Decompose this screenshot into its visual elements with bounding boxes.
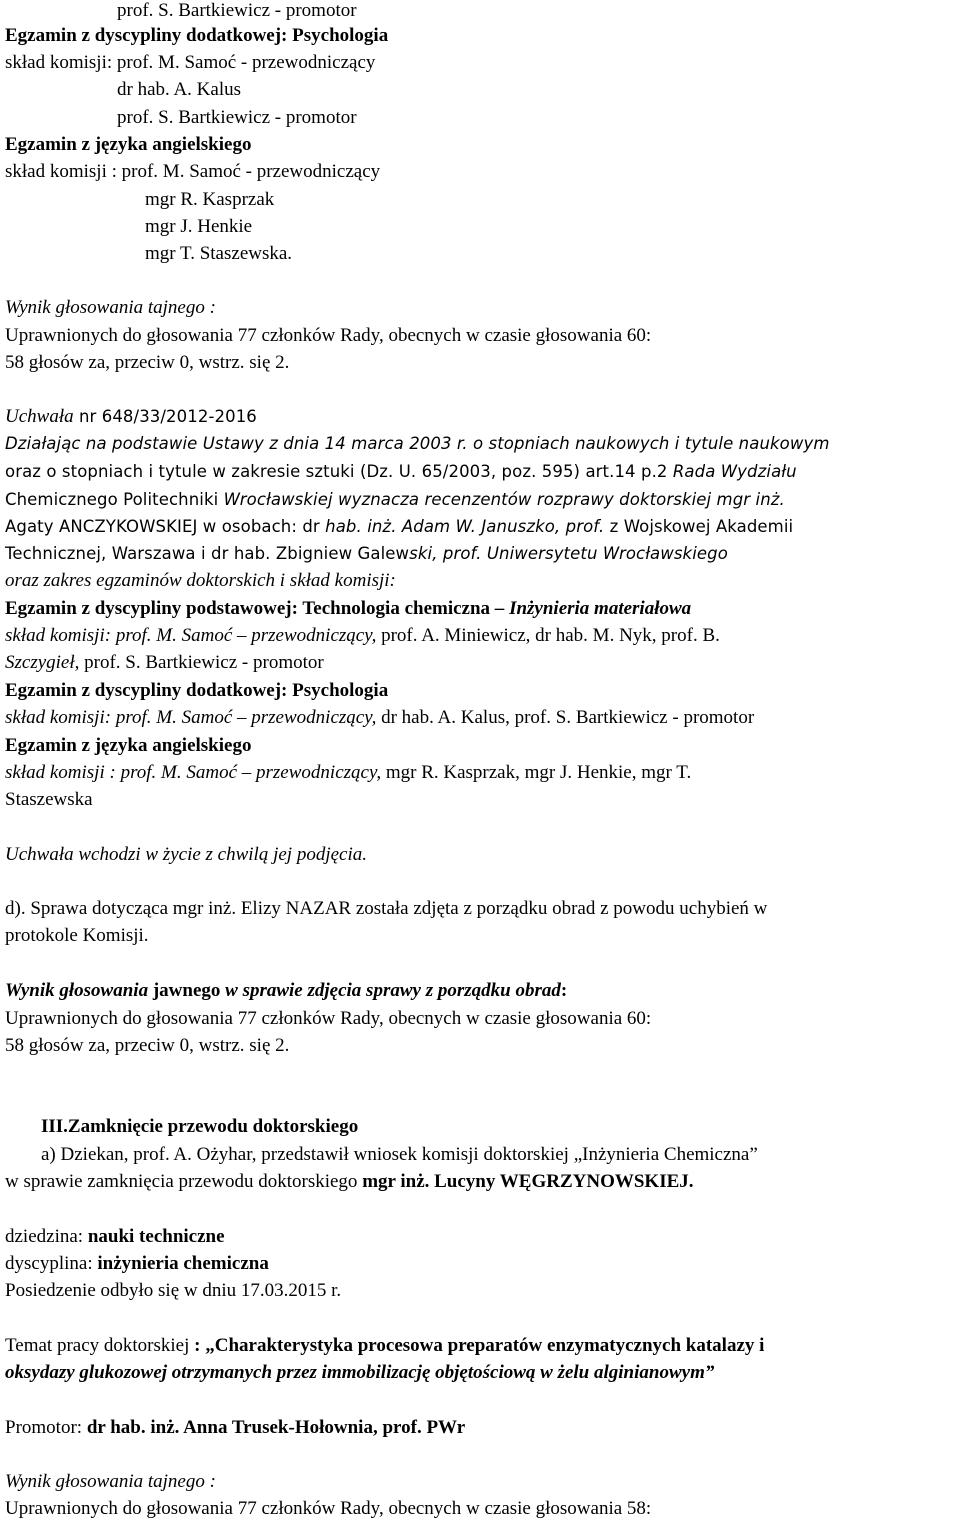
thesis-topic-label: Temat pracy doktorskiej	[5, 1335, 195, 1356]
committee-line: Staszewska	[5, 789, 93, 810]
committee-line: mgr T. Staszewska.	[145, 243, 293, 264]
vote-count-line: 58 głosów za, przeciw 0, wstrz. się 2.	[5, 1035, 290, 1056]
committee-line: prof. S. Bartkiewicz - promotor	[117, 107, 357, 128]
exam-heading: Egzamin z dyscypliny dodatkowej: Psychologia	[5, 680, 389, 701]
resolution-title-word: Uchwała	[5, 406, 74, 427]
exam-heading: Egzamin z języka angielskiego	[5, 735, 252, 756]
resolution-text-line	[5, 461, 797, 483]
resolution-text-line	[5, 516, 793, 538]
discipline-label: dyscyplina:	[5, 1253, 98, 1274]
committee-part: Szczygieł,	[5, 652, 80, 673]
exam-heading: Egzamin z dyscypliny dodatkowej: Psychologia	[5, 25, 389, 46]
resolution-text-line	[5, 489, 785, 511]
field-value: nauki techniczne	[87, 1226, 225, 1247]
vote-result-title: Wynik głosowania tajnego :	[5, 297, 216, 318]
discipline-value: inżynieria chemiczna	[97, 1253, 269, 1274]
resolution-text-part: Agaty ANCZYKOWSKIEJ w osobach: dr	[5, 517, 326, 536]
resolution-text-part: Technicznej, Warszawa i dr hab. Zbigniew Galew	[5, 544, 410, 563]
exam-heading-part: Inżynieria materiałowa	[509, 598, 692, 619]
section-text-line	[5, 1171, 694, 1193]
resolution-text-part: ski, prof. Uniwersytetu Wrocławskiego	[409, 544, 728, 563]
section-text-line: a) Dziekan, prof. A. Ożyhar, przedstawił wniosek komisji doktorskiej „Inżynieria Chemiczna”	[41, 1144, 758, 1165]
vote-title-part: :	[560, 980, 568, 1001]
resolution-text-part: Wrocławskiej wyznacza recenzentów rozprawy doktorskiej mgr inż.	[223, 490, 785, 509]
resolution-text-part: oraz o stopniach i tytule w zakresie sztuki (Dz. U. 65/2003, poz. 595) art.14 p.2	[5, 462, 673, 481]
thesis-topic-line: oksydazy glukozowej otrzymanych przez immobilizację objętościową w żelu alginianowym”	[5, 1362, 715, 1383]
section-d-line: d). Sprawa dotycząca mgr inż. Elizy NAZAR została zdjęta z porządku obrad z powodu uchybień w	[5, 898, 768, 919]
resolution-text-part: z Wojskowej Akademii	[604, 517, 794, 536]
committee-part: skład komisji: prof. M. Samoć – przewodniczący,	[5, 707, 377, 728]
field-line	[5, 1226, 225, 1248]
committee-part: dr hab. A. Kalus, prof. S. Bartkiewicz - promotor	[376, 707, 755, 728]
vote-eligible-line: Uprawnionych do głosowania 77 członków Rady, obecnych w czasie głosowania 60:	[5, 1008, 652, 1029]
committee-line: mgr R. Kasprzak	[145, 189, 275, 210]
resolution-effective: Uchwała wchodzi w życie z chwilą jej podjęcia.	[5, 844, 368, 865]
committee-line	[5, 707, 754, 729]
resolution-text-line: oraz zakres egzaminów doktorskich i skład komisji:	[5, 570, 396, 591]
committee-line: mgr J. Henkie	[145, 216, 253, 237]
vote-count-line: 58 głosów za, przeciw 0, wstrz. się 2.	[5, 352, 290, 373]
committee-line	[5, 652, 324, 674]
committee-line	[5, 625, 720, 647]
meeting-line: Posiedzenie odbyło się w dniu 17.03.2015 r.	[5, 1280, 342, 1301]
vote-eligible-line: Uprawnionych do głosowania 77 członków Rady, obecnych w czasie głosowania 58:	[5, 1498, 652, 1519]
committee-line: skład komisji : prof. M. Samoć - przewodniczący	[5, 161, 381, 182]
resolution-title	[5, 406, 257, 428]
committee-part: mgr R. Kasprzak, mgr J. Henkie, mgr T.	[381, 762, 692, 783]
vote-result-title: Wynik głosowania tajnego :	[5, 1471, 216, 1492]
thesis-topic-quote: : „	[194, 1335, 215, 1356]
committee-line: dr hab. A. Kalus	[117, 79, 242, 100]
resolution-number: nr 648/33/2012-2016	[73, 407, 257, 426]
thesis-topic-line	[5, 1335, 764, 1357]
section-heading: III.Zamknięcie przewodu doktorskiego	[41, 1116, 359, 1137]
committee-line	[5, 762, 691, 784]
field-label: dziedzina:	[5, 1226, 88, 1247]
promoter-label: Promotor:	[5, 1417, 87, 1438]
discipline-line	[5, 1253, 269, 1275]
committee-part: skład komisji : prof. M. Samoć – przewodniczący,	[5, 762, 382, 783]
resolution-text-part: Chemicznego Politechniki	[5, 490, 224, 509]
candidate-name: mgr inż. Lucyny WĘGRZYNOWSKIEJ.	[362, 1171, 694, 1192]
resolution-text-part: hab. inż. Adam W. Januszko, prof.	[325, 517, 605, 536]
vote-title-part: jawnego	[148, 980, 226, 1001]
resolution-text-line: Działając na podstawie Ustawy z dnia 14 marca 2003 r. o stopniach naukowych i tytule naukowym	[5, 434, 830, 453]
committee-part: prof. A. Miniewicz, dr hab. M. Nyk, prof. B.	[376, 625, 720, 646]
promoter-line	[5, 1417, 465, 1439]
exam-heading	[5, 598, 691, 620]
resolution-text-line	[5, 543, 728, 565]
vote-eligible-line: Uprawnionych do głosowania 77 członków Rady, obecnych w czasie głosowania 60:	[5, 325, 652, 346]
vote-title-part: Wynik głosowania	[5, 980, 149, 1001]
committee-line: skład komisji: prof. M. Samoć - przewodniczący	[5, 52, 376, 73]
resolution-text-part: Rada Wydziału	[672, 462, 797, 481]
committee-part: prof. S. Bartkiewicz - promotor	[79, 652, 324, 673]
vote-title-part: w sprawie zdjęcia sprawy z porządku obrad	[225, 980, 561, 1001]
committee-part: skład komisji: prof. M. Samoć – przewodniczący,	[5, 625, 377, 646]
exam-heading-part: Egzamin z dyscypliny podstawowej: Technologia chemiczna –	[5, 598, 510, 619]
exam-heading: Egzamin z języka angielskiego	[5, 134, 252, 155]
thesis-topic-text: Charakterystyka procesowa preparatów enzymatycznych katalazy i	[214, 1335, 765, 1356]
vote-result-title	[5, 980, 567, 1002]
promoter-value: dr hab. inż. Anna Trusek-Hołownia, prof. PWr	[86, 1417, 466, 1438]
section-d-line: protokole Komisji.	[5, 925, 149, 946]
section-text-part: w sprawie zamknięcia przewodu doktorskiego	[5, 1171, 363, 1192]
committee-line: prof. S. Bartkiewicz - promotor	[117, 0, 357, 21]
